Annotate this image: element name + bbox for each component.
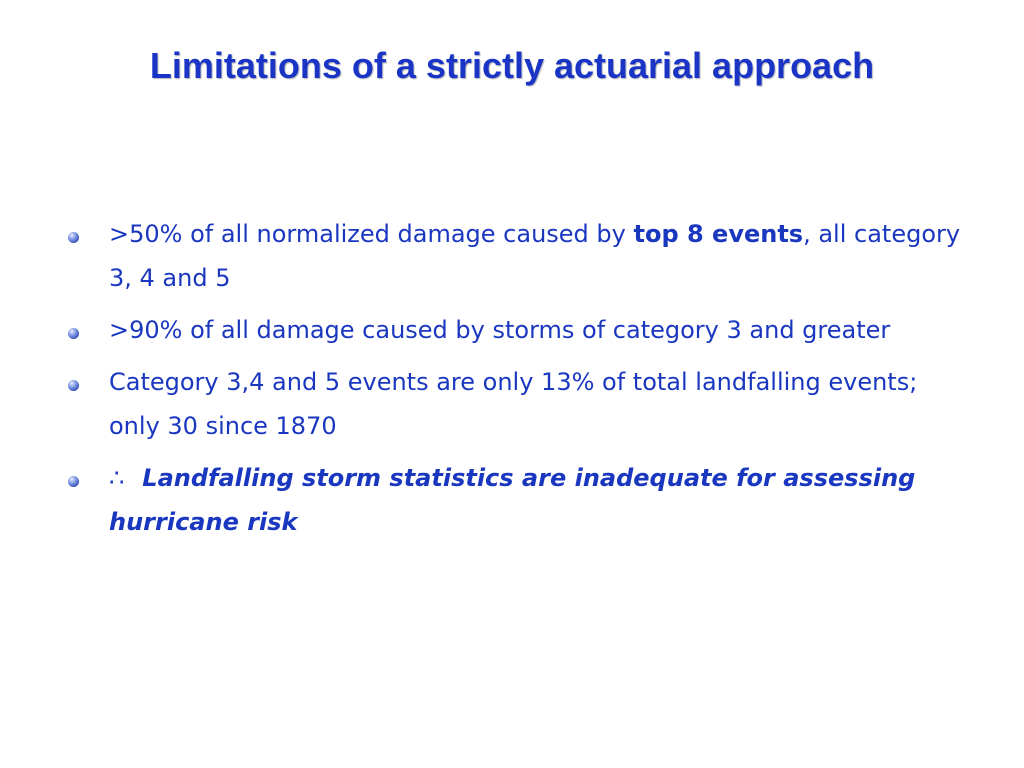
bullet-dot-icon [68, 328, 79, 339]
conclusion-text: Landfalling storm statistics are inadequate for assessing hurricane risk [109, 464, 916, 536]
bullet-item [66, 212, 966, 300]
bullet-text: >50% of all normalized damage caused by [109, 220, 634, 248]
bullet-item [66, 360, 966, 448]
bullet-dot-icon [68, 476, 79, 487]
slide-title: Limitations of a strictly actuarial approach [149, 45, 875, 86]
bullet-dot-icon [68, 232, 79, 243]
bullet-item-conclusion [66, 456, 966, 544]
bullet-item [66, 308, 966, 352]
bullet-dot-icon [68, 380, 79, 391]
bullet-text: >90% of all damage caused by storms of category 3 and greater [109, 316, 891, 344]
therefore-symbol: ∴ [109, 464, 125, 492]
bullet-list [66, 212, 966, 552]
bullet-text: Category 3,4 and 5 events are only 13% of total landfalling events; only 30 since 1870 [109, 368, 918, 440]
bullet-text: , all category 3, 4 and 5 [109, 220, 961, 292]
bullet-emphasis: top 8 events [633, 220, 804, 248]
